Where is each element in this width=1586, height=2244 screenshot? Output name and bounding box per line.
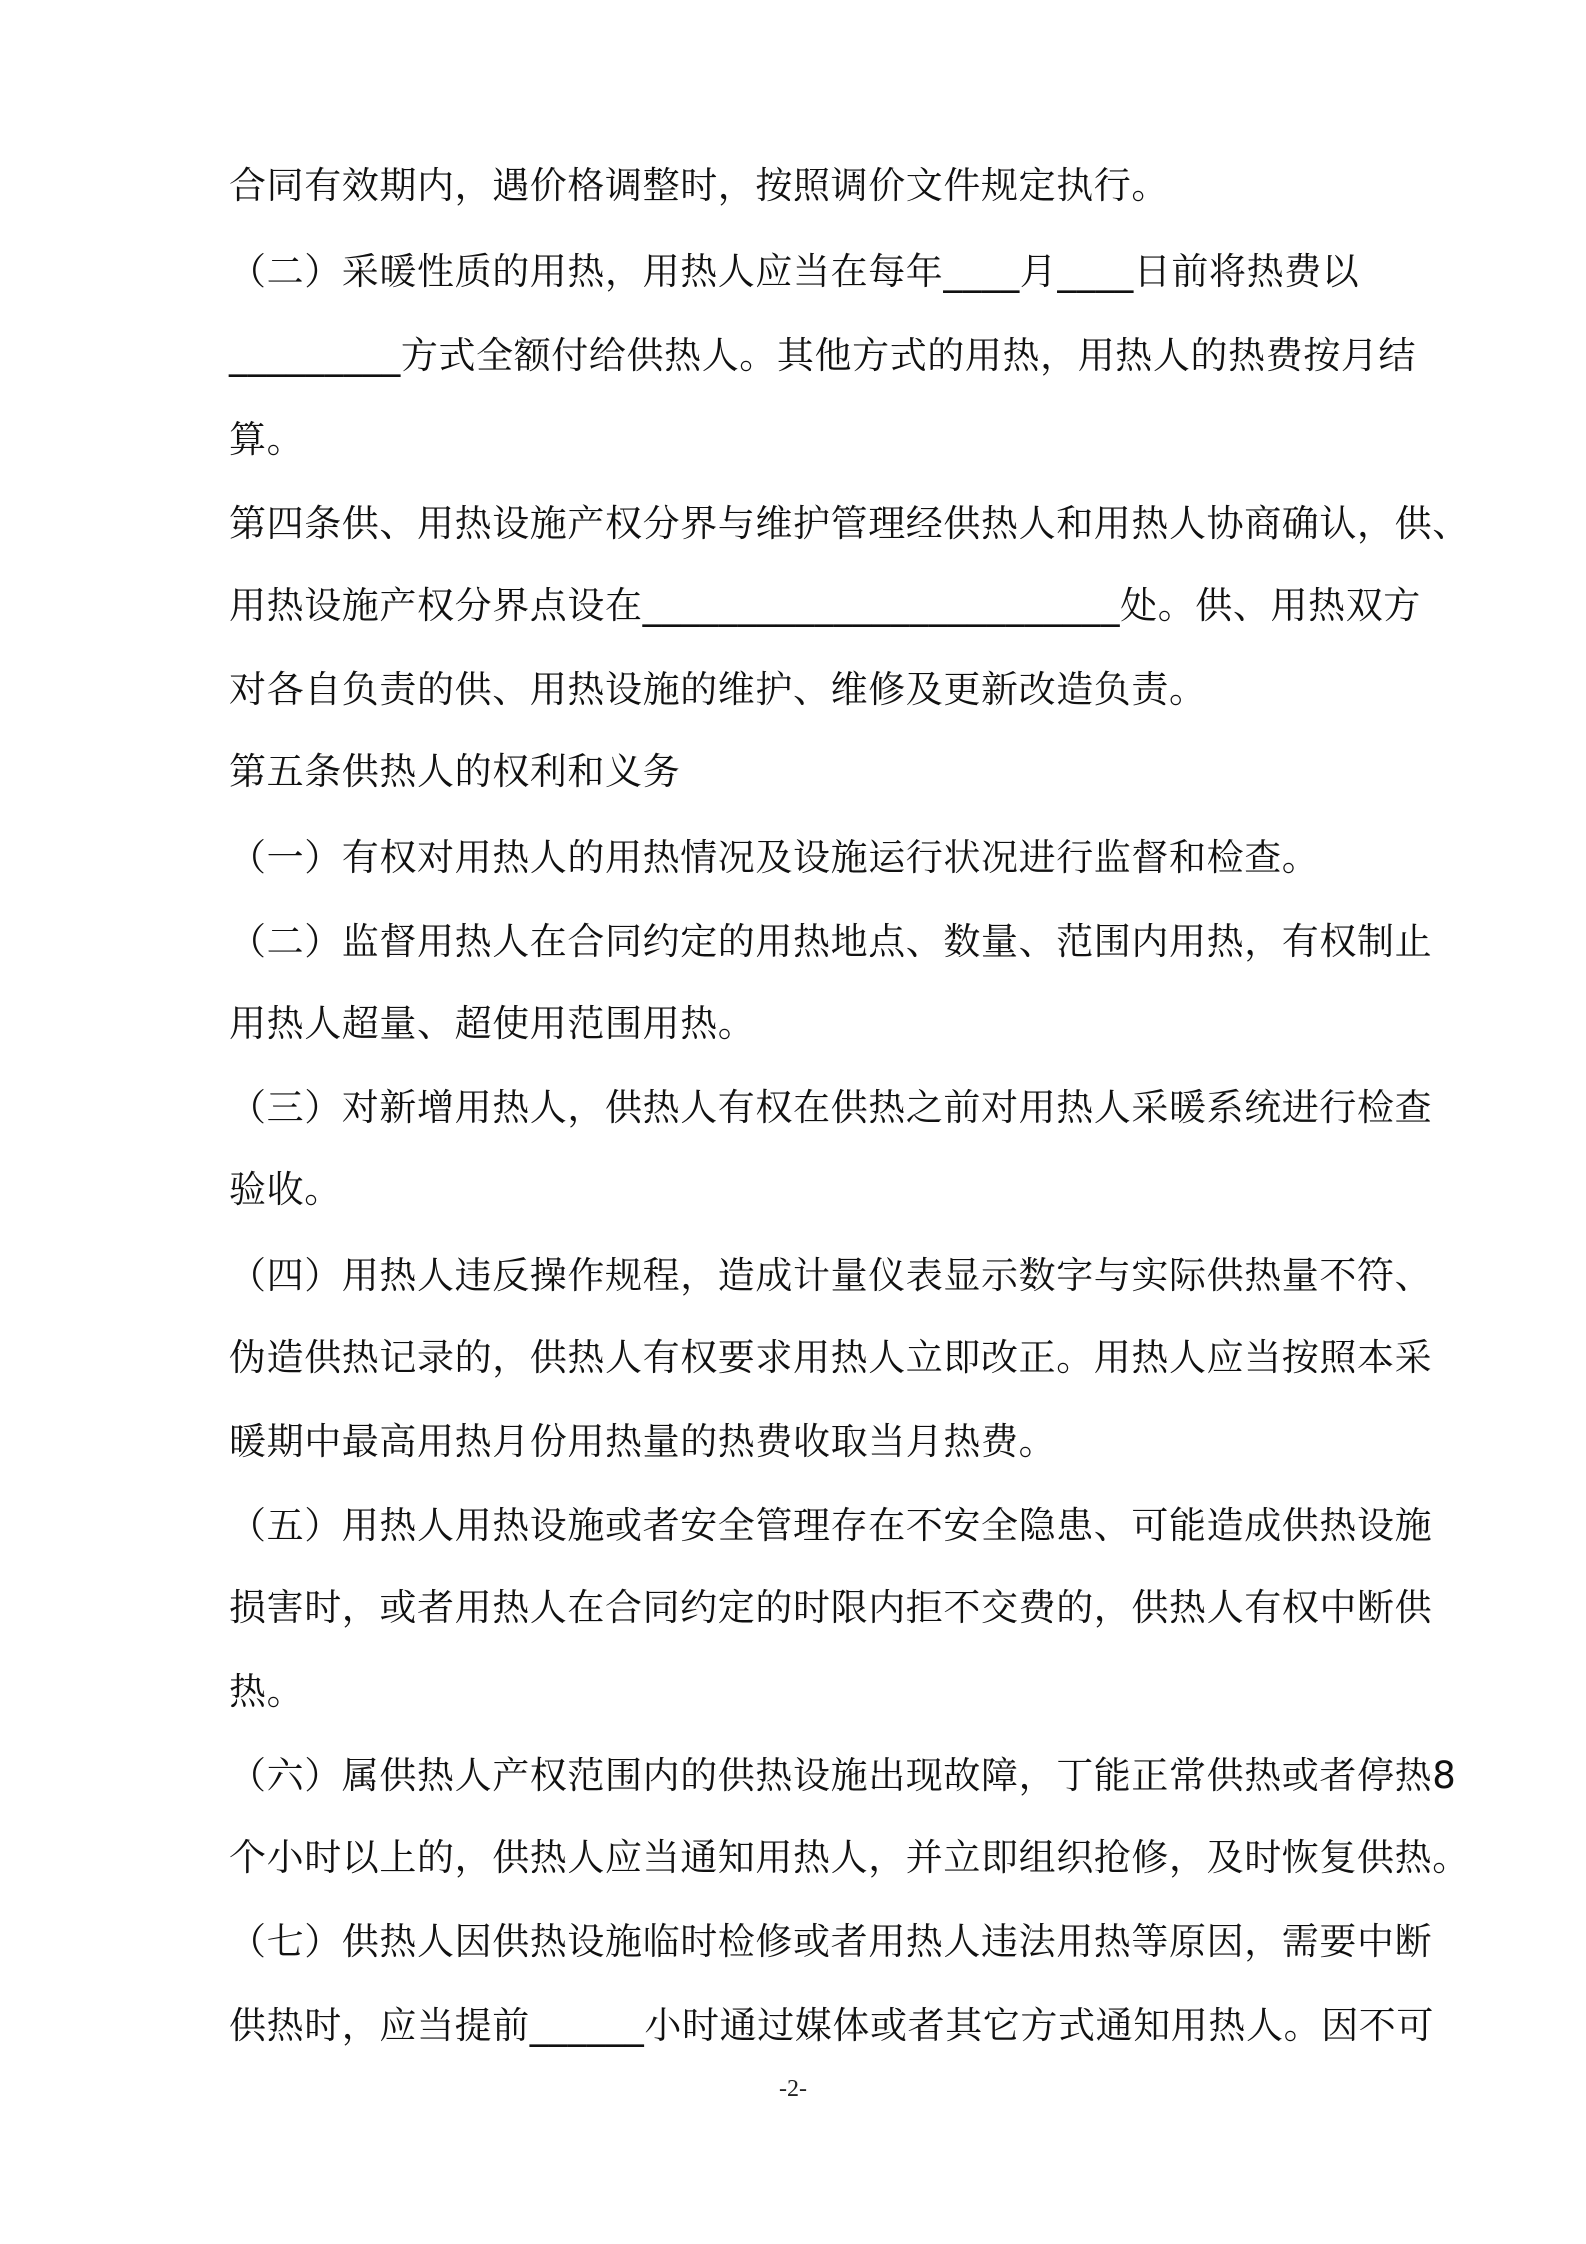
text-line: （五）用热人用热设施或者安全管理存在不安全隐患、可能造成供热设施 <box>229 1504 1433 1547</box>
text-line: 第五条供热人的权利和义务 <box>229 750 681 793</box>
text-line: 算。 <box>229 418 305 461</box>
text-line: （二）采暖性质的用热，用热人应当在每年____月____日前将热费以 <box>229 250 1360 293</box>
text-line: （三）对新增用热人，供热人有权在供热之前对用热人采暖系统进行检查 <box>229 1086 1433 1129</box>
text-line: 对各自负责的供、用热设施的维护、维修及更新改造负责。 <box>229 668 1207 711</box>
text-line: （二）监督用热人在合同约定的用热地点、数量、范围内用热，有权制止 <box>229 920 1433 963</box>
text-line: 个小时以上的，供热人应当通知用热人，并立即组织抢修，及时恢复供热。 <box>229 1836 1470 1879</box>
text-line: （一）有权对用热人的用热情况及设施运行状况进行监督和检查。 <box>229 836 1320 879</box>
text-line: 用热人超量、超使用范围用热。 <box>229 1002 756 1045</box>
text-line: 热。 <box>229 1670 305 1713</box>
text-line: 合同有效期内，遇价格调整时，按照调价文件规定执行。 <box>229 164 1169 207</box>
text-line: 供热时，应当提前______小时通过媒体或者其它方式通知用热人。因不可 <box>229 2004 1434 2047</box>
text-line: 验收。 <box>229 1168 342 1211</box>
text-line: 损害时，或者用热人在合同约定的时限内拒不交费的，供热人有权中断供 <box>229 1586 1433 1629</box>
page-number: -2- <box>779 2076 807 2102</box>
text-line: 伪造供热记录的，供热人有权要求用热人立即改正。用热人应当按照本采 <box>229 1336 1433 1379</box>
text-line: 用热设施产权分界点设在_________________________处。供、用热双方 <box>229 584 1421 627</box>
text-line: （六）属供热人产权范围内的供热设施出现故障，丁能正常供热或者停热8 <box>229 1754 1457 1797</box>
text-line: 第四条供、用热设施产权分界与维护管理经供热人和用热人协商确认，供、 <box>229 502 1470 545</box>
text-line: _________方式全额付给供热人。其他方式的用热，用热人的热费按月结 <box>229 334 1417 377</box>
text-line: （七）供热人因供热设施临时检修或者用热人违法用热等原因，需要中断 <box>229 1920 1433 1963</box>
text-line: （四）用热人违反操作规程，造成计量仪表显示数字与实际供热量不符、 <box>229 1254 1433 1297</box>
text-line: 暖期中最高用热月份用热量的热费收取当月热费。 <box>229 1420 1057 1463</box>
